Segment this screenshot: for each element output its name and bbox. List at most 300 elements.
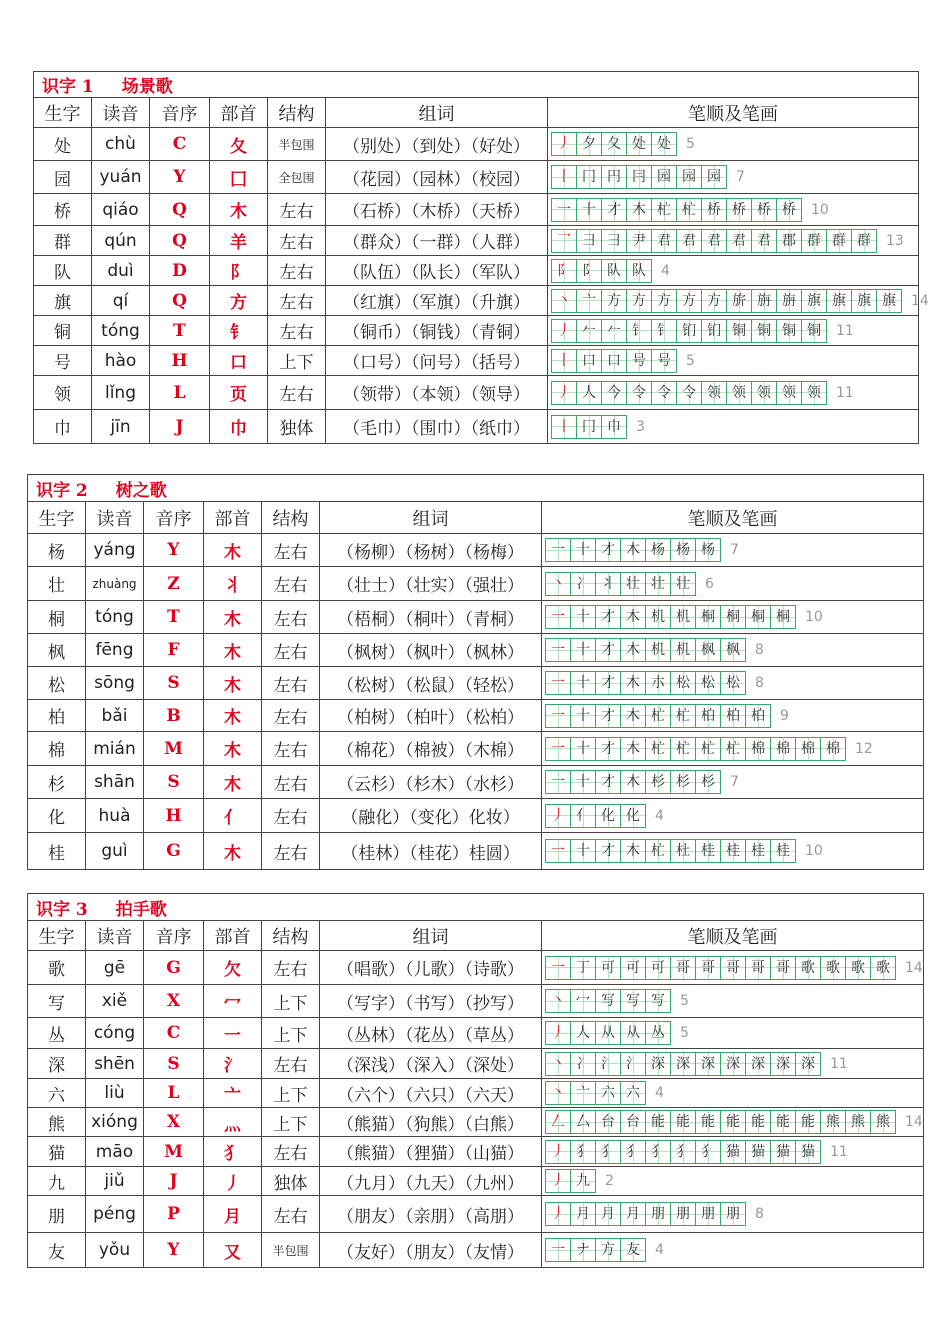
stroke-count: 5 [686,136,695,152]
table-row [34,346,919,376]
character-cell: 桐 [28,601,86,634]
structure-cell: 左右 [262,534,320,567]
stroke-box [595,989,621,1013]
stroke-glyph: 厶 [576,1114,590,1130]
word-group-cell: （别处）（到处）（好处） [326,128,548,161]
stroke-glyph: 哥 [676,959,690,976]
stroke-box [801,289,827,313]
structure-cell: 左右 [268,194,326,226]
column-header: 音序 [150,98,210,128]
stroke-count: 4 [655,807,664,824]
stroke-box [570,1169,596,1193]
stroke-glyph: 杧 [676,707,690,724]
stroke-glyph: 杧 [651,843,665,859]
stroke-box [620,638,646,662]
stroke-count: 12 [855,740,873,757]
stroke-box [570,1021,596,1045]
stroke-box [720,1202,746,1226]
character-cell: 园 [34,161,92,194]
stroke-boxes [551,415,626,439]
stroke-glyph: 才 [601,740,615,757]
stroke-glyph: 歌 [801,959,815,976]
stroke-box [720,605,746,629]
stroke-glyph: 熊 [851,1114,865,1130]
word-group-cell: （熊猫）（狗熊）（白熊） [320,1108,542,1137]
character-cell: 旗 [34,286,92,316]
stroke-box [545,1238,571,1262]
stroke-glyph: 园 [657,169,671,185]
stroke-glyph: 歌 [826,959,840,976]
stroke-glyph: 可 [626,959,640,976]
stroke-glyph: 台 [626,1114,640,1130]
stroke-box [851,229,877,253]
radical-cell: 夂 [210,128,268,161]
character-cell: 领 [34,376,92,410]
stroke-glyph: 化 [601,807,615,824]
stroke-box [645,605,671,629]
stroke-box [570,737,596,761]
stroke-glyph: 丁 [576,959,590,976]
stroke-count: 11 [836,322,854,339]
radical-cell: 巾 [210,410,268,444]
stroke-box [545,1081,571,1105]
structure-cell: 上下 [262,1018,320,1049]
stroke-box [545,1052,571,1076]
stroke-box [720,839,746,863]
stroke-glyph: 杧 [682,201,696,218]
stroke-glyph: 君 [682,232,696,249]
stroke-order-cell [542,667,924,700]
radical-cell: 木 [204,634,262,667]
stroke-box [645,1052,671,1076]
word-group-cell: （红旗）（军旗）（升旗） [326,286,548,316]
stroke-box [695,737,721,761]
stroke-glyph: 棉 [751,740,765,757]
stroke-count: 9 [780,707,789,724]
stroke-box [720,737,746,761]
stroke-glyph: 杨 [701,542,715,558]
lesson-label: 识字 1 [42,77,94,97]
word-group-cell: （九月）（九天）（九州） [320,1167,542,1196]
stroke-glyph: 丶 [557,292,571,309]
stroke-glyph: 月 [576,1206,590,1222]
stroke-order-cell [542,601,924,634]
stroke-glyph: 群 [832,232,846,249]
stroke-boxes [545,956,895,980]
stroke-box [570,956,596,980]
stroke-count: 4 [661,262,670,279]
stroke-glyph: 丶 [551,1055,565,1072]
table-row [28,700,924,732]
word-group-cell: （领带）（本领）（领导） [326,376,548,410]
stroke-box [745,1140,771,1164]
stroke-boxes [545,804,645,828]
stroke-glyph: 处 [632,136,646,152]
stroke-box [570,572,596,596]
stroke-glyph: 哥 [701,959,715,976]
stroke-glyph: 君 [707,232,721,249]
letter-order-cell: Z [144,567,204,601]
stroke-box [595,1202,621,1226]
stroke-boxes [551,259,651,283]
stroke-box [570,1110,596,1134]
stroke-glyph: 口 [607,352,621,369]
stroke-box [695,538,721,562]
letter-order-cell: F [144,634,204,667]
letter-order-cell: S [144,667,204,700]
character-cell: 队 [34,256,92,286]
stroke-glyph: 深 [701,1055,715,1072]
table-row [28,601,924,634]
stroke-glyph: 友 [626,1242,640,1258]
stroke-glyph: 铜 [732,322,746,339]
stroke-glyph: 才 [607,201,621,218]
stroke-glyph: 一 [551,542,565,558]
structure-cell: 左右 [268,226,326,256]
stroke-box [595,1238,621,1262]
stroke-glyph: 能 [726,1114,740,1130]
stroke-box [620,989,646,1013]
character-cell: 群 [34,226,92,256]
stroke-glyph: 柏 [726,707,740,724]
stroke-box [545,1110,571,1134]
stroke-glyph: 旂 [732,292,746,309]
stroke-glyph: 能 [776,1114,790,1130]
stroke-box [601,132,627,156]
radical-cell: 木 [204,534,262,567]
stroke-glyph: 桥 [782,201,796,218]
stroke-box [576,132,602,156]
stroke-boxes [551,165,726,189]
structure-cell: 半包围 [262,1233,320,1268]
structure-cell: 上下 [262,1108,320,1137]
stroke-glyph: 木 [626,774,640,790]
table-row [28,1018,924,1049]
word-group-cell: （桂林）（桂花）桂圆） [320,833,542,870]
structure-cell: 左右 [262,1137,320,1167]
stroke-glyph: 桂 [751,843,765,859]
radical-cell: 氵 [204,1049,262,1079]
stroke-box [626,229,652,253]
stroke-box [545,572,571,596]
radical-cell: 一 [204,1018,262,1049]
stroke-order-cell [548,376,919,410]
table-row [34,316,919,346]
radical-cell: 木 [204,667,262,700]
stroke-glyph: 一 [551,675,565,691]
table-row [28,667,924,700]
stroke-glyph: 壮 [651,575,665,592]
stroke-glyph: 朋 [701,1206,715,1222]
stroke-glyph: 领 [782,384,796,401]
stroke-box [595,737,621,761]
stroke-glyph: 一 [551,959,565,976]
stroke-box [570,1140,596,1164]
stroke-box [620,1110,646,1134]
stroke-box [595,804,621,828]
structure-cell: 上下 [262,985,320,1018]
stroke-glyph: 杜 [676,843,690,859]
stroke-box [620,538,646,562]
character-cell: 九 [28,1167,86,1196]
stroke-glyph: 冃 [632,169,646,185]
stroke-glyph: 深 [776,1055,790,1072]
pinyin-cell: cóng [86,1018,144,1049]
letter-order-cell: T [144,601,204,634]
column-header: 笔顺及笔画 [542,921,924,951]
stroke-glyph: 犭 [701,1143,715,1160]
stroke-box [551,198,577,222]
stroke-glyph: 十 [576,675,590,691]
stroke-glyph: 可 [601,959,615,976]
stroke-box [695,1202,721,1226]
stroke-box [720,638,746,662]
stroke-order-cell [542,567,924,601]
stroke-count: 11 [830,1143,848,1160]
pinyin-cell: chù [92,128,150,161]
stroke-glyph: 才 [601,843,615,859]
stroke-count: 7 [730,774,739,790]
stroke-box [595,770,621,794]
word-group-cell: （队伍）（队长）（军队） [326,256,548,286]
stroke-glyph: 十 [576,642,590,658]
structure-cell: 左右 [262,634,320,667]
stroke-count: 11 [830,1055,848,1072]
stroke-glyph: 丿 [551,1173,565,1189]
stroke-box [695,839,721,863]
stroke-glyph: 深 [651,1055,665,1072]
table-row [28,534,924,567]
lesson-label: 识字 3 [36,899,88,920]
stroke-box [595,1110,621,1134]
word-group-cell: （友好）（朋友）（友情） [320,1233,542,1268]
stroke-glyph: 冫 [576,1055,590,1072]
radical-cell: 冖 [204,985,262,1018]
stroke-box [595,704,621,728]
stroke-box [576,319,602,343]
stroke-glyph: 月 [601,1206,615,1222]
stroke-count: 5 [680,993,689,1009]
radical-cell: 犭 [204,1137,262,1167]
stroke-box [551,165,577,189]
stroke-count: 11 [836,384,854,401]
stroke-glyph: 冫 [576,575,590,592]
radical-cell: 亠 [204,1079,262,1108]
stroke-box [570,638,596,662]
stroke-box [776,229,802,253]
stroke-box [595,1081,621,1105]
pinyin-cell: yáng [86,534,144,567]
stroke-glyph: 深 [751,1055,765,1072]
character-cell: 六 [28,1079,86,1108]
radical-cell: 月 [204,1196,262,1233]
stroke-box [570,1202,596,1226]
stroke-boxes [545,605,795,629]
stroke-glyph: 旗 [882,292,896,309]
stroke-box [576,289,602,313]
stroke-box [626,319,652,343]
table-row [28,951,924,985]
character-cell: 朋 [28,1196,86,1233]
character-cell: 松 [28,667,86,700]
stroke-glyph: 队 [632,262,646,279]
lesson-title-row [34,72,919,98]
stroke-box [645,1202,671,1226]
stroke-glyph: 𠃋 [551,1114,565,1130]
stroke-glyph: 令 [632,384,646,401]
stroke-box [576,229,602,253]
stroke-box [795,1110,821,1134]
stroke-box [595,956,621,980]
stroke-box [595,605,621,629]
pinyin-cell: huà [86,799,144,833]
radical-cell: 钅 [210,316,268,346]
stroke-glyph: 丿 [551,1143,565,1160]
letter-order-cell: S [144,1049,204,1079]
column-header: 组词 [326,98,548,128]
pinyin-cell: guì [86,833,144,870]
stroke-glyph: 钔 [682,322,696,339]
stroke-box [551,415,577,439]
structure-cell: 左右 [262,1049,320,1079]
stroke-box [870,956,896,980]
stroke-box [570,1052,596,1076]
character-cell: 歌 [28,951,86,985]
stroke-box [770,1052,796,1076]
stroke-order-cell [548,286,929,316]
stroke-box [720,704,746,728]
stroke-glyph: 号 [657,352,671,369]
stroke-glyph: 旃 [757,292,771,309]
stroke-box [726,381,752,405]
stroke-box [726,319,752,343]
stroke-box [545,1140,571,1164]
pinyin-cell: mián [86,732,144,766]
stroke-glyph: 才 [601,707,615,724]
stroke-box [670,1140,696,1164]
stroke-glyph: 旗 [807,292,821,309]
word-group-cell: （深浅）（深入）（深处） [320,1049,542,1079]
stroke-box [801,319,827,343]
word-group-cell: （熊猫）（狸猫）（山猫） [320,1137,542,1167]
stroke-box [620,605,646,629]
table-row [34,286,919,316]
stroke-glyph: 桥 [732,201,746,218]
stroke-boxes [545,770,720,794]
stroke-glyph: 九 [576,1173,590,1189]
stroke-count: 6 [705,575,714,592]
stroke-box [751,381,777,405]
stroke-glyph: 猫 [726,1143,740,1160]
radical-cell: 木 [204,700,262,732]
character-cell: 写 [28,985,86,1018]
table-row [28,833,924,870]
stroke-glyph: 彐 [607,232,621,249]
stroke-glyph: 夂 [607,136,621,152]
stroke-glyph: 才 [601,609,615,625]
stroke-glyph: 杧 [701,740,715,757]
stroke-glyph: 号 [632,352,646,369]
letter-order-cell: L [144,1079,204,1108]
column-header: 笔顺及笔画 [548,98,919,128]
stroke-box [545,804,571,828]
stroke-box [601,319,627,343]
pinyin-cell: xióng [86,1108,144,1137]
stroke-box [545,1202,571,1226]
letter-order-cell: X [144,985,204,1018]
character-cell: 巾 [34,410,92,444]
header-row [34,98,919,128]
stroke-glyph: 乛 [557,232,571,249]
stroke-glyph: 一 [551,642,565,658]
stroke-glyph: 一 [551,740,565,757]
stroke-box [776,289,802,313]
stroke-glyph: 桥 [757,201,771,218]
stroke-glyph: 方 [607,292,621,309]
character-cell: 铜 [34,316,92,346]
stroke-glyph: 哥 [726,959,740,976]
stroke-order-cell [542,1049,924,1079]
stroke-box [570,1081,596,1105]
stroke-glyph: 机 [651,609,665,625]
stroke-glyph: 丿 [551,1025,565,1041]
structure-cell: 半包围 [268,128,326,161]
stroke-box [551,289,577,313]
structure-cell: 左右 [268,316,326,346]
stroke-box [626,165,652,189]
stroke-box [701,165,727,189]
table-row [28,1167,924,1196]
stroke-glyph: 丿 [551,1206,565,1222]
stroke-box [776,198,802,222]
stroke-glyph: 一 [557,201,571,218]
character-cell: 熊 [28,1108,86,1137]
stroke-glyph: 郡 [782,232,796,249]
structure-cell: 左右 [268,286,326,316]
stroke-glyph: 巾 [607,418,621,435]
stroke-glyph: 令 [657,384,671,401]
letter-order-cell: M [144,732,204,766]
stroke-glyph: 丿 [557,136,571,152]
stroke-boxes [545,1110,895,1134]
stroke-glyph: 旃 [782,292,796,309]
table-row [34,376,919,410]
character-cell: 柏 [28,700,86,732]
pinyin-cell: fēng [86,634,144,667]
stroke-box [695,1052,721,1076]
stroke-glyph: 阝 [557,262,571,279]
stroke-box [670,1052,696,1076]
pinyin-cell: shān [86,766,144,799]
stroke-box [601,229,627,253]
stroke-glyph: 猫 [776,1143,790,1160]
stroke-boxes [545,1021,670,1045]
stroke-box [545,1021,571,1045]
stroke-box [545,770,571,794]
stroke-box [645,737,671,761]
stroke-glyph: 枫 [701,642,715,658]
stroke-glyph: 桐 [751,609,765,625]
character-cell: 友 [28,1233,86,1268]
stroke-glyph: 君 [757,232,771,249]
stroke-count: 8 [755,675,764,691]
structure-cell: 左右 [262,833,320,870]
pinyin-cell: péng [86,1196,144,1233]
stroke-glyph: 园 [707,169,721,185]
table-row [34,161,919,194]
stroke-glyph: 丶 [551,993,565,1009]
stroke-order-cell [548,194,919,226]
